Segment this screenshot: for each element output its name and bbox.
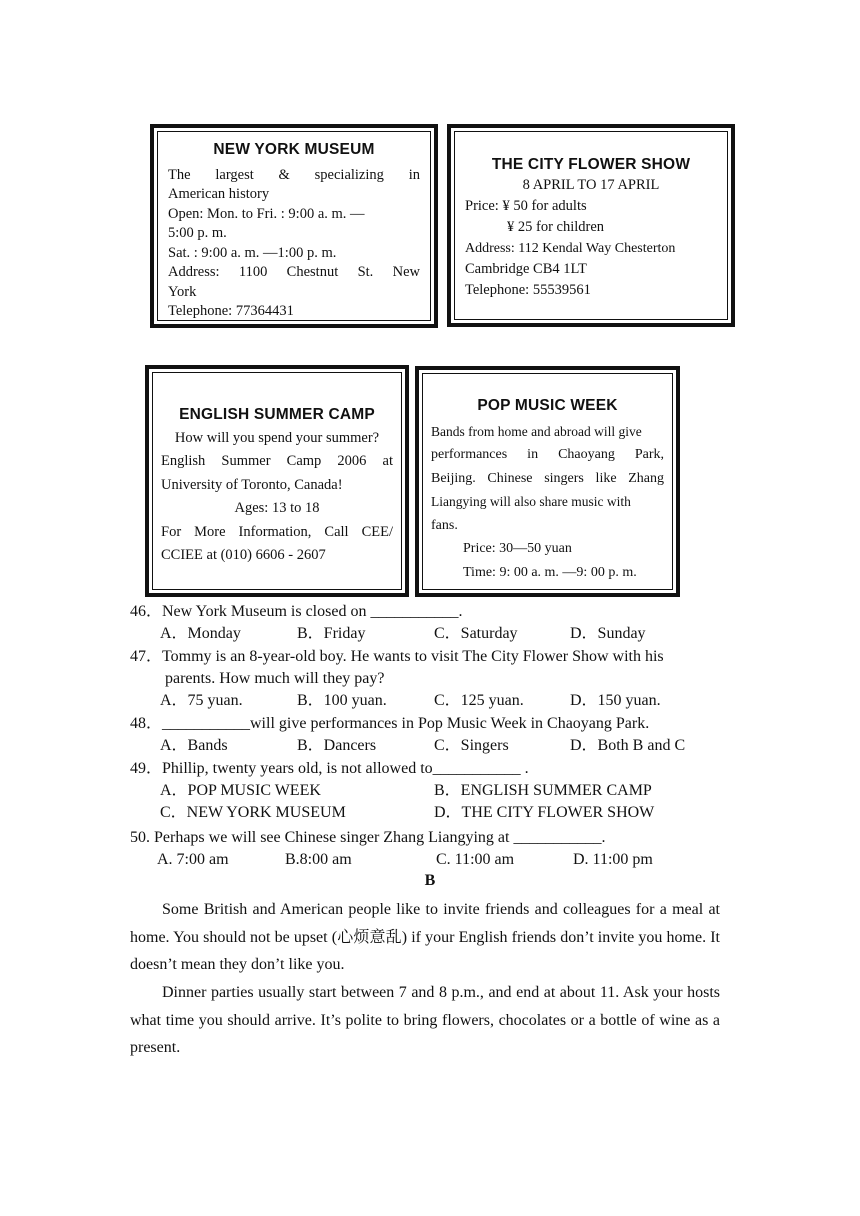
option-b: B．100 yuan. (297, 692, 387, 709)
ad-line: Telephone: 77364431 (168, 303, 294, 319)
ad-title: NEW YORK MUSEUM (213, 141, 375, 158)
paragraph: Some British and American people like to invite friends and colleagues for a meal at home. You should not be upset (心烦意乱) if your English friends don’t invite you home. It doesn’t mean they don’t like you. (130, 901, 720, 973)
option-a: A．Bands (160, 737, 228, 754)
option-b: B．ENGLISH SUMMER CAMP (434, 782, 652, 799)
option-b: B．Friday (297, 625, 366, 642)
ad-line: American history (168, 186, 270, 202)
ad-line: Time: 9: 00 a. m. —9: 00 p. m. (463, 564, 637, 580)
option-d: D．THE CITY FLOWER SHOW (434, 804, 655, 821)
ad-line: Beijing. Chinese singers like Zhang (431, 470, 664, 486)
ad-line: fans. (431, 517, 458, 533)
ad-line: ¥ 25 for children (507, 219, 605, 235)
option-d: D. 11:00 pm (573, 851, 653, 868)
ad-line: For More Information, Call CEE/ (161, 523, 393, 540)
ad-line: Sat. : 9:00 a. m. —1:00 p. m. (168, 244, 337, 261)
ad-line: York (168, 283, 197, 300)
question-46: 46．New York Museum is closed on ___________. (130, 603, 463, 620)
ad-title: THE CITY FLOWER SHOW (491, 156, 691, 173)
ad-line: Open: Mon. to Fri. : 9:00 a. m. — (168, 205, 365, 222)
question-50: 50. Perhaps we will see Chinese singer Zhang Liangying at ___________. (130, 829, 606, 846)
ad-line: performances in Chaoyang Park, (431, 447, 664, 462)
ad-city-flower-show (447, 124, 735, 327)
option-d: D．Both B and C (570, 737, 686, 754)
option-c: C．Saturday (434, 625, 518, 642)
ad-title: ENGLISH SUMMER CAMP (179, 406, 375, 423)
option-b: B.8:00 am (285, 851, 352, 868)
ad-line: Bands from home and abroad will give (431, 423, 642, 439)
ad-line: Ages: 13 to 18 (234, 500, 320, 516)
ad-line: Address: 112 Kendal Way Chesterton (465, 241, 676, 256)
ad-line: CCIEE at (010) 6606 - 2607 (161, 547, 326, 563)
ad-line: Address: 1100 Chestnut St. New (168, 264, 420, 280)
ad-line: How will you spend your summer? (174, 429, 380, 446)
option-d: D．Sunday (570, 625, 646, 642)
option-a: A．Monday (160, 625, 241, 642)
option-d: D．150 yuan. (570, 692, 661, 709)
option-c: C．NEW YORK MUSEUM (160, 804, 346, 821)
ad-pop-music-week (415, 366, 680, 597)
options-49 (160, 780, 760, 824)
ad-line: 5:00 p. m. (168, 225, 227, 241)
ad-line: Liangying will also share music with (431, 494, 631, 509)
ad-line: Cambridge CB4 1LT (465, 261, 587, 277)
option-a: A．POP MUSIC WEEK (160, 782, 321, 799)
ad-line: English Summer Camp 2006 at (161, 453, 393, 469)
option-c: C．125 yuan. (434, 692, 524, 709)
question-48: 48．___________will give performances in Pop Music Week in Chaoyang Park. (130, 715, 650, 732)
ad-line: Telephone: 55539561 (465, 282, 591, 298)
ad-line: Price: 30—50 yuan (463, 541, 572, 556)
paragraph: Dinner parties usually start between 7 and 8 p.m., and end at about 11. Ask your hosts what time you should arrive. It’s polite to bring flowers, chocolates or a bottle of wine as a present. (130, 984, 720, 1056)
option-a: A．75 yuan. (160, 692, 243, 709)
section-heading: B (424, 872, 436, 889)
option-c: C. 11:00 am (436, 851, 515, 868)
ad-line: Price: ¥ 50 for adults (465, 198, 587, 214)
ad-line: University of Toronto, Canada! (161, 476, 343, 493)
option-c: C．Singers (434, 737, 509, 754)
option-a: A. 7:00 am (157, 851, 229, 868)
ad-english-summer-camp (145, 365, 409, 597)
ad-line: 8 APRIL TO 17 APRIL (522, 177, 660, 193)
ad-line: The largest & specializing in (168, 166, 420, 183)
question-47-cont: parents. How much will they pay? (165, 670, 385, 687)
question-49: 49．Phillip, twenty years old, is not allowed to___________ . (130, 760, 529, 777)
option-b: B．Dancers (297, 737, 377, 754)
ad-title: POP MUSIC WEEK (477, 397, 618, 414)
question-47: 47．Tommy is an 8-year-old boy. He wants to visit The City Flower Show with his (130, 648, 664, 665)
ad-new-york-museum (150, 124, 438, 328)
